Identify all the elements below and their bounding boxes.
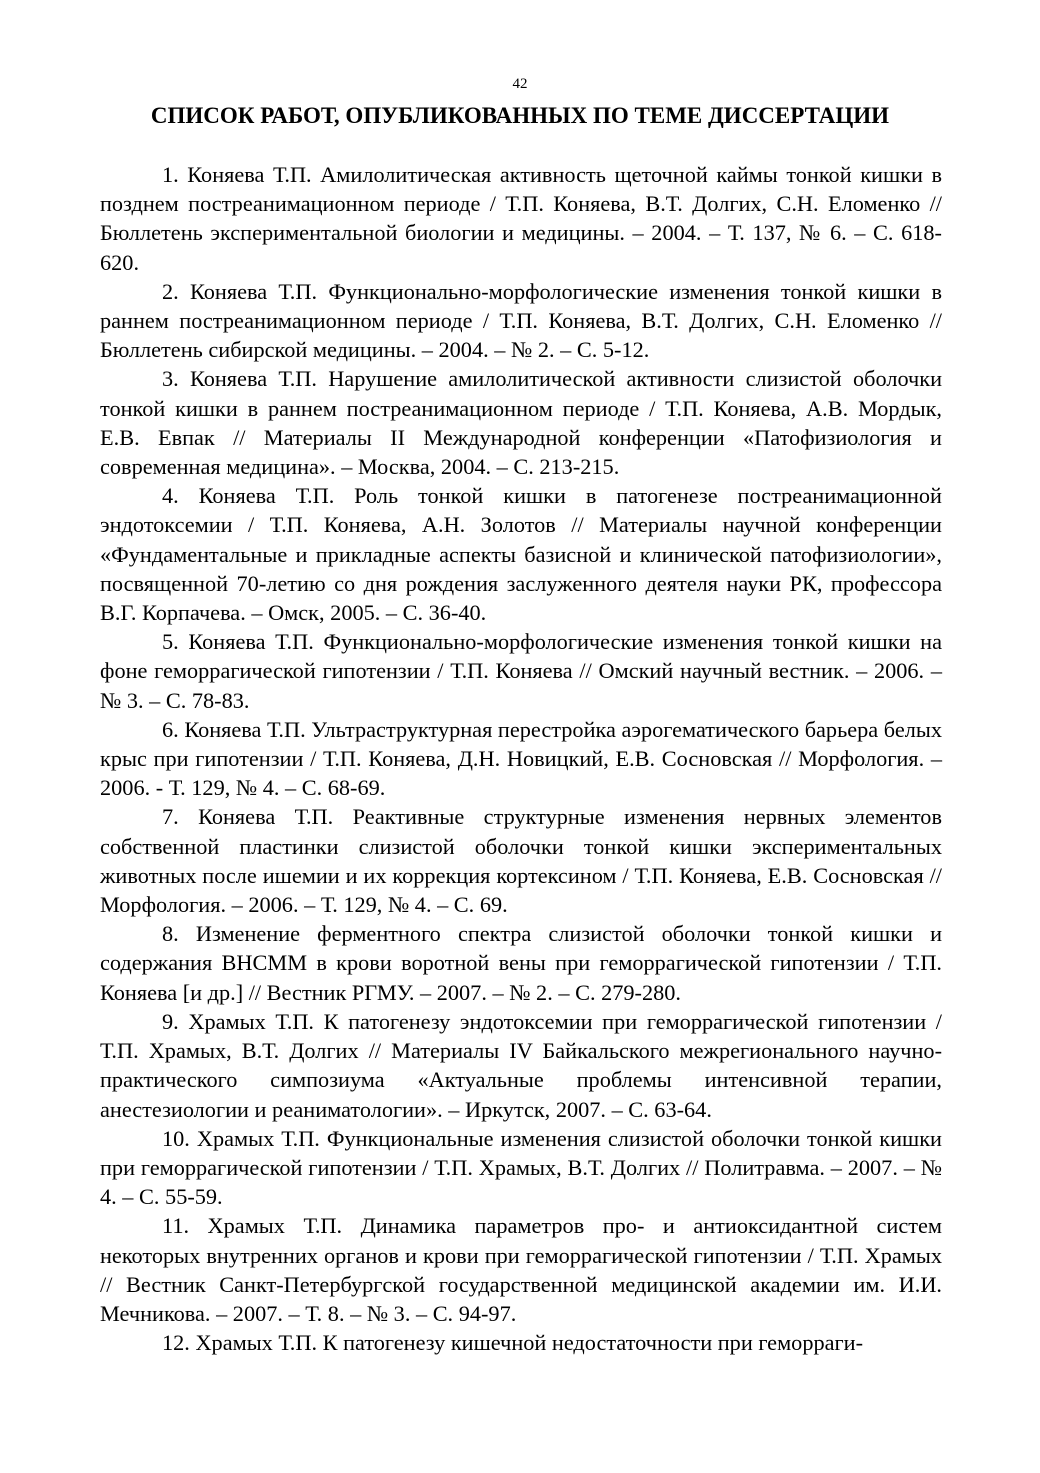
- reference-item: 1. Коняева Т.П. Амилолитическая активность щеточной каймы тонкой кишки в позднем постреанимационном периоде / Т.П. Коняева, В.Т. Долгих, С.Н. Еломенко // Бюллетень экспериментальной биологии и медицины. – 2004. – Т. 137, № 6. – С. 618-620.: [100, 162, 942, 275]
- reference-item: 7. Коняева Т.П. Реактивные структурные изменения нервных элементов собственной пластинки слизистой оболочки тонкой кишки экспериментальных животных после ишемии и их коррекция кортексином / Т.П. Коняева, Е.В. Сосновская // Морфология. – 2006. – Т. 129, № 4. – С. 69.: [100, 804, 942, 918]
- reference-item: 9. Храмых Т.П. К патогенезу эндотоксемии при геморрагической гипотензии / Т.П. Храмых, В.Т. Долгих // Материалы IV Байкальского межрегионального научно-практического симпозиума «Актуальные проблемы интенсивной терапии, анестезиологии и реаниматологии». – Иркутск, 2007. – С. 63-64.: [100, 1008, 942, 1122]
- page-number: 42: [512, 76, 528, 92]
- reference-item: 5. Коняева Т.П. Функционально-морфологические изменения тонкой кишки на фоне геморрагической гипотензии / Т.П. Коняева // Омский научный вестник. – 2006. – № 3. – С. 78-83.: [100, 629, 942, 713]
- reference-list: [100, 160, 942, 1357]
- reference-item: 4. Коняева Т.П. Роль тонкой кишки в патогенезе постреанимационной эндотоксемии / Т.П. Коняева, А.Н. Золотов // Материалы научной конференции «Фундаментальные и прикладные аспекты базисной и клинической патофизиологии», посвященной 70-летию со дня рождения заслуженного деятеля науки РК, профессора В.Г. Корпачева. – Омск, 2005. – С. 36-40.: [100, 483, 942, 626]
- page-title: СПИСОК РАБОТ, ОПУБЛИКОВАННЫХ ПО ТЕМЕ ДИССЕРТАЦИИ: [150, 103, 890, 128]
- reference-item: 6. Коняева Т.П. Ультраструктурная перестройка аэрогематического барьера белых крыс при гипотензии / Т.П. Коняева, Д.Н. Новицкий, Е.В. Сосновская // Морфология. – 2006. - Т. 129, № 4. – С. 68-69.: [100, 716, 942, 801]
- reference-item: 12. Храмых Т.П. К патогенезу кишечной недостаточности при геморраги-: [162, 1330, 864, 1356]
- reference-item: 2. Коняева Т.П. Функционально-морфологические изменения тонкой кишки в раннем постреанимационном периоде / Т.П. Коняева, В.Т. Долгих, С.Н. Еломенко // Бюллетень сибирской медицины. – 2004. – № 2. – С. 5-12.: [100, 278, 942, 363]
- reference-item: 3. Коняева Т.П. Нарушение амилолитической активности слизистой оболочки тонкой кишки в раннем постреанимационном периоде / Т.П. Коняева, А.В. Мордык, Е.В. Евпак // Материалы II Международной конференции «Патофизиология и современная медицина». – Москва, 2004. – С. 213-215.: [100, 366, 942, 480]
- reference-item: 8. Изменение ферментного спектра слизистой оболочки тонкой кишки и содержания ВНСММ в крови воротной вены при геморрагической гипотензии / Т.П. Коняева [и др.] // Вестник РГМУ. – 2007. – № 2. – С. 279-280.: [100, 921, 942, 1005]
- reference-item: 11. Храмых Т.П. Динамика параметров про- и антиоксидантной систем некоторых внутренних органов и крови при геморрагической гипотензии / Т.П. Храмых // Вестник Санкт-Петербургской государственной медицинской академии им. И.И. Мечникова. – 2007. – Т. 8. – № 3. – С. 94-97.: [100, 1213, 942, 1326]
- reference-item: 10. Храмых Т.П. Функциональные изменения слизистой оболочки тонкой кишки при геморрагической гипотензии / Т.П. Храмых, В.Т. Долгих // Политравма. – 2007. – № 4. – С. 55-59.: [100, 1125, 942, 1210]
